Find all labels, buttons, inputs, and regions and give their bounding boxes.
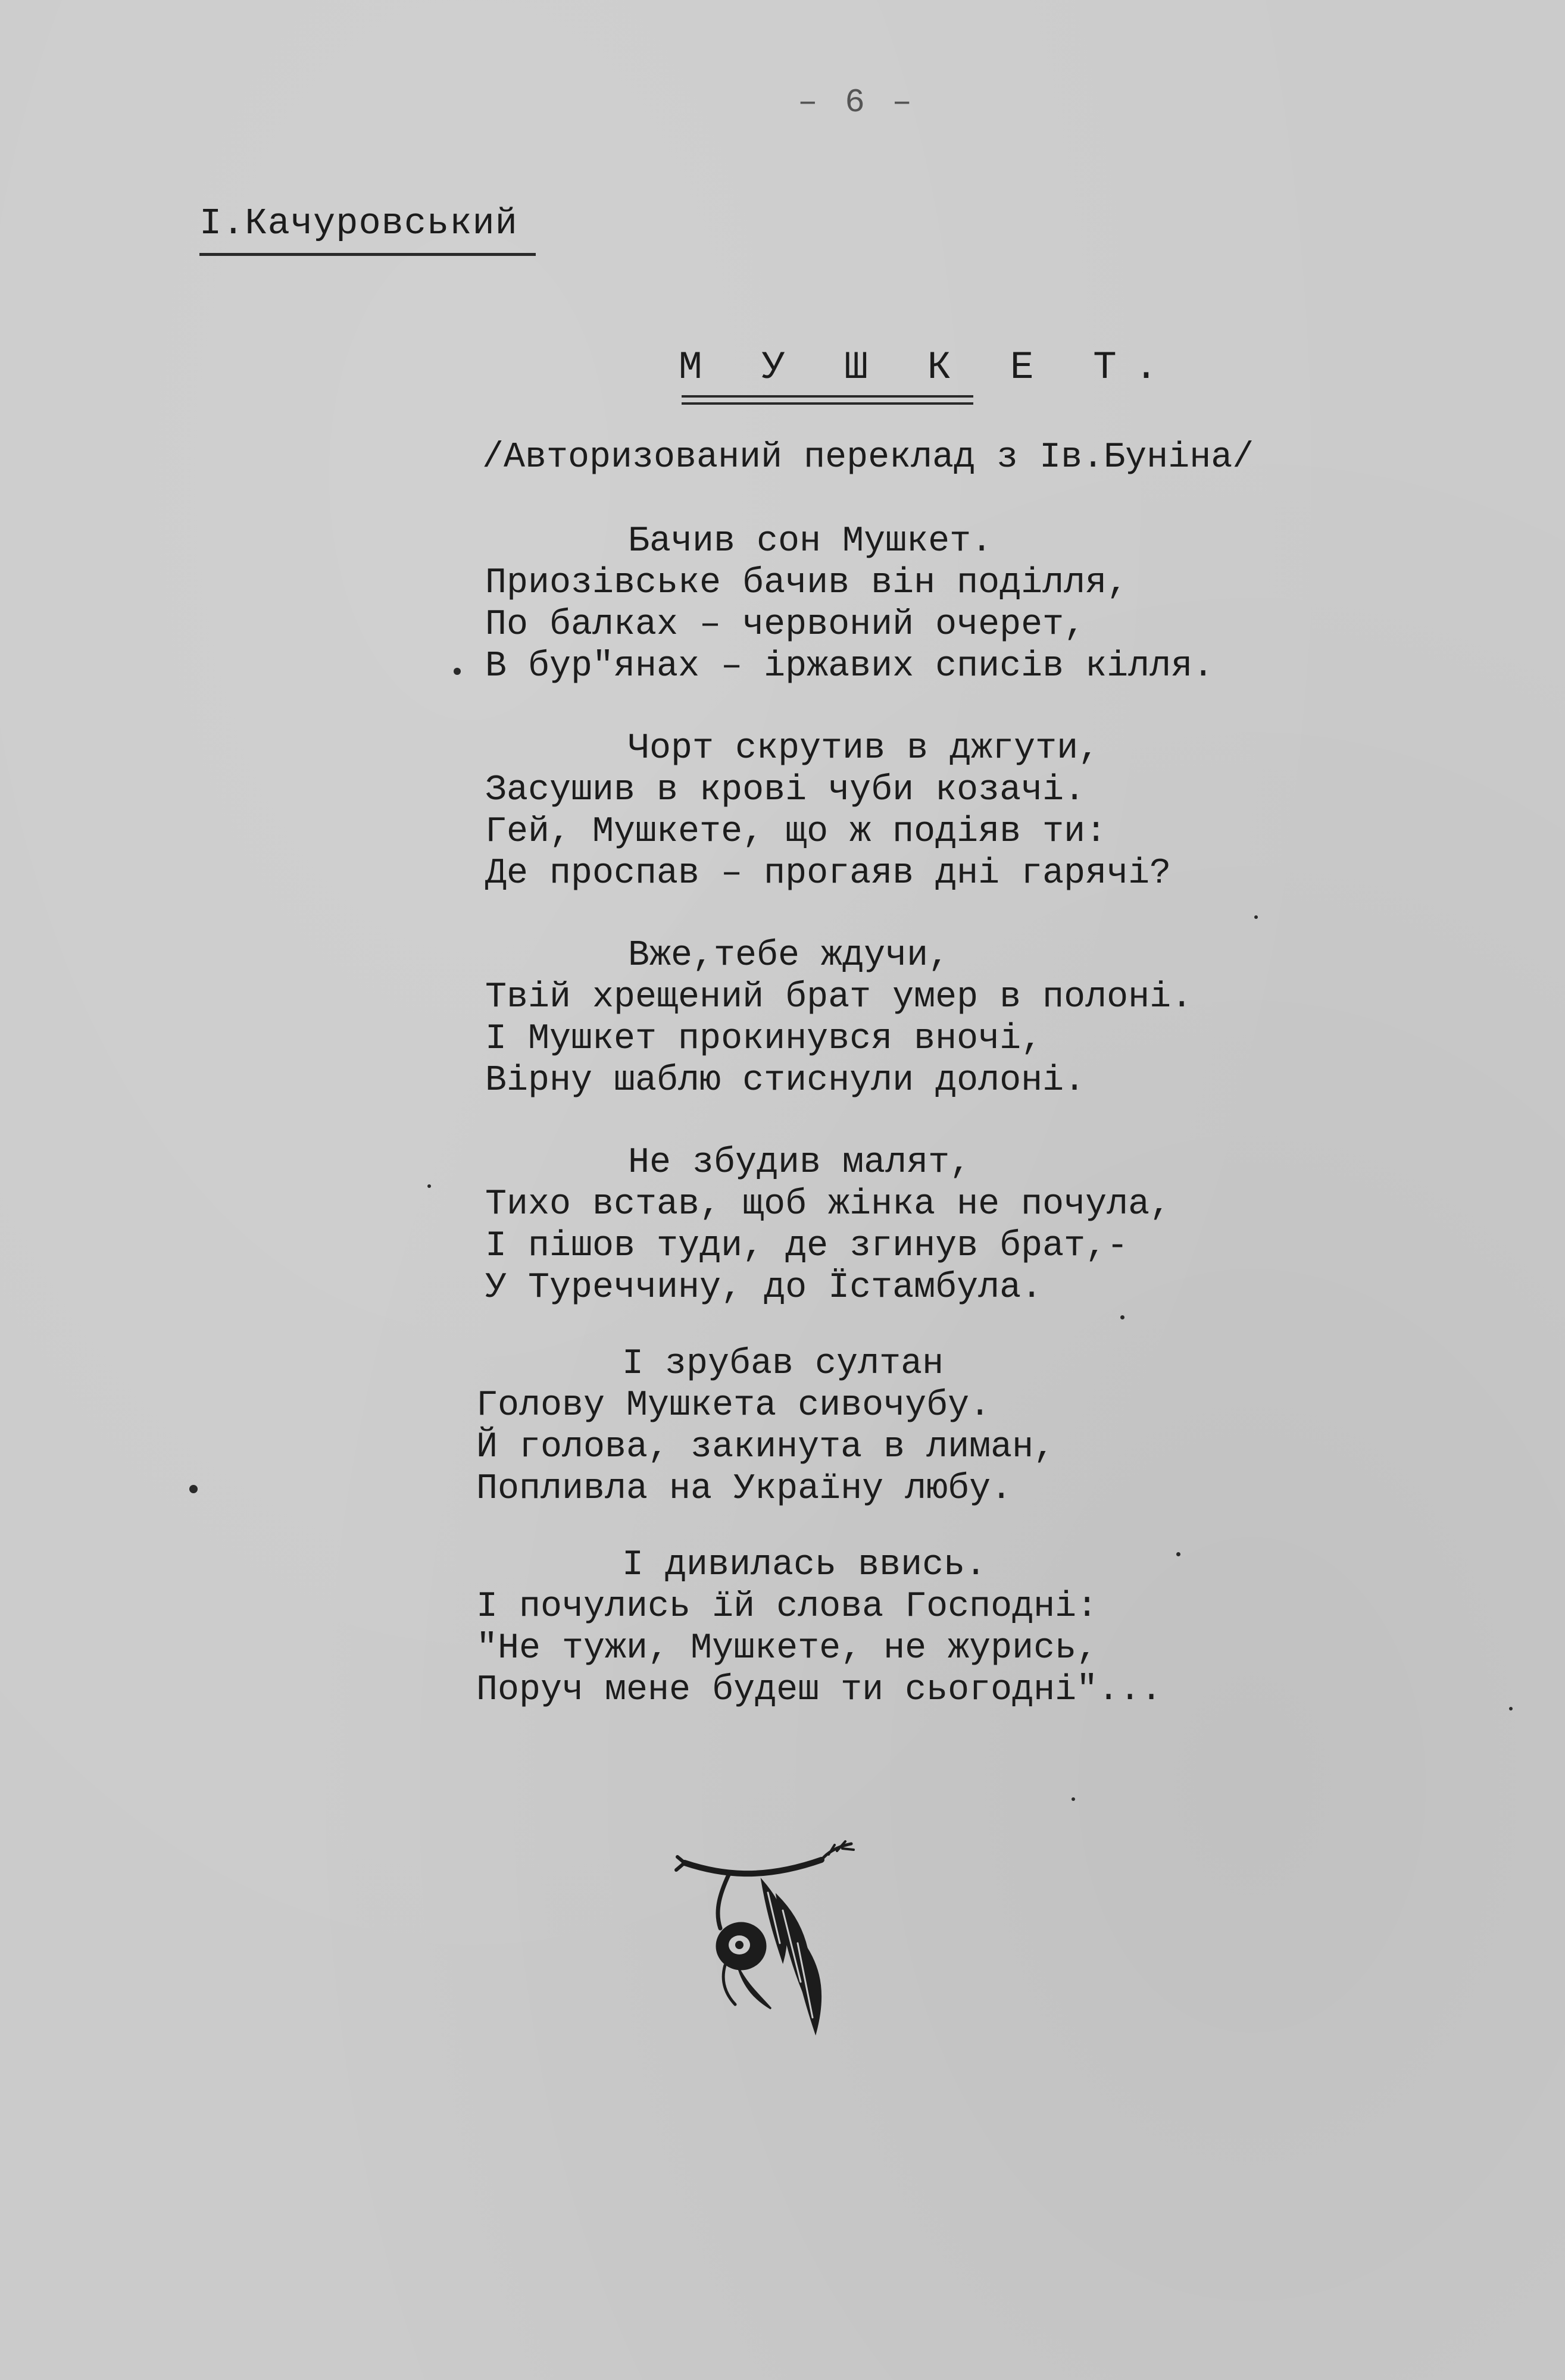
stanza-1-line-3: По балках – червоний очерет, [485, 605, 1086, 645]
stanza-4-line-2: Тихо встав, щоб жінка не почула, [485, 1184, 1172, 1225]
paper-speck [1254, 915, 1258, 919]
page-number: – 6 – [798, 83, 916, 121]
stanza-4-line-4: У Туреччину, до Їстамбула. [485, 1268, 1043, 1308]
stanza-3-line-2: Твій хрещений брат умер в полоні. [485, 977, 1193, 1018]
stanza-4-line-3: І пішов туди, де згинув брат,- [485, 1226, 1129, 1266]
paper-speck [1509, 1707, 1513, 1710]
stanza-3-line-3: І Мушкет прокинувся вночі, [485, 1019, 1043, 1059]
stanza-1-line-1: Бачив сон Мушкет. [628, 521, 993, 562]
stanza-1-line-4: В бур"янах – іржавих списів кілля. [485, 646, 1214, 687]
paper-speck [1176, 1552, 1180, 1556]
stanza-1-line-2: Приозівське бачив він поділля, [485, 563, 1129, 603]
paper-speck [427, 1184, 431, 1188]
poem-title: М У Ш К Е Т. [679, 345, 1176, 390]
branch-sprig-icon [673, 1839, 875, 2041]
stanza-2-line-1: Чорт скрутив в джгути, [628, 728, 1100, 769]
stanza-3-line-4: Вірну шаблю стиснули долоні. [485, 1061, 1086, 1101]
stanza-5-line-2: Голову Мушкета сивочубу. [476, 1386, 991, 1426]
title-underline-second [682, 402, 973, 405]
stanza-5-line-3: Й голова, закинута в лиман, [476, 1427, 1055, 1468]
stanza-5-line-4: Попливла на Україну любу. [476, 1469, 1013, 1509]
paper-speck [454, 668, 461, 675]
stanza-4-line-1: Не збудив малят, [628, 1143, 972, 1183]
paper-speck [1072, 1797, 1075, 1801]
author-underline [199, 253, 536, 256]
stanza-2-line-2: Засушив в крові чуби козачі. [485, 770, 1086, 811]
paper-speck [1120, 1315, 1124, 1319]
stanza-6-line-1: І дивилась ввись. [622, 1545, 987, 1585]
title-underline [682, 395, 973, 398]
stanza-6-line-4: Поруч мене будеш ти сьогодні"... [476, 1670, 1163, 1710]
stanza-3-line-1: Вже,тебе ждучи, [628, 936, 950, 976]
stanza-6-line-2: І почулись їй слова Господні: [476, 1587, 1098, 1627]
stanza-2-line-4: Де проспав – прогаяв дні гарячі? [485, 853, 1172, 894]
paper-speck [189, 1485, 198, 1493]
author-name: І.Качуровський [199, 202, 518, 245]
stanza-5-line-1: І зрубав султан [622, 1344, 944, 1384]
stanza-6-line-3: "Не тужи, Мушкете, не журись, [476, 1628, 1098, 1669]
stanza-2-line-3: Гей, Мушкете, що ж подіяв ти: [485, 812, 1107, 852]
poem-subtitle: /Авторизований переклад з Ів.Буніна/ [482, 437, 1254, 478]
